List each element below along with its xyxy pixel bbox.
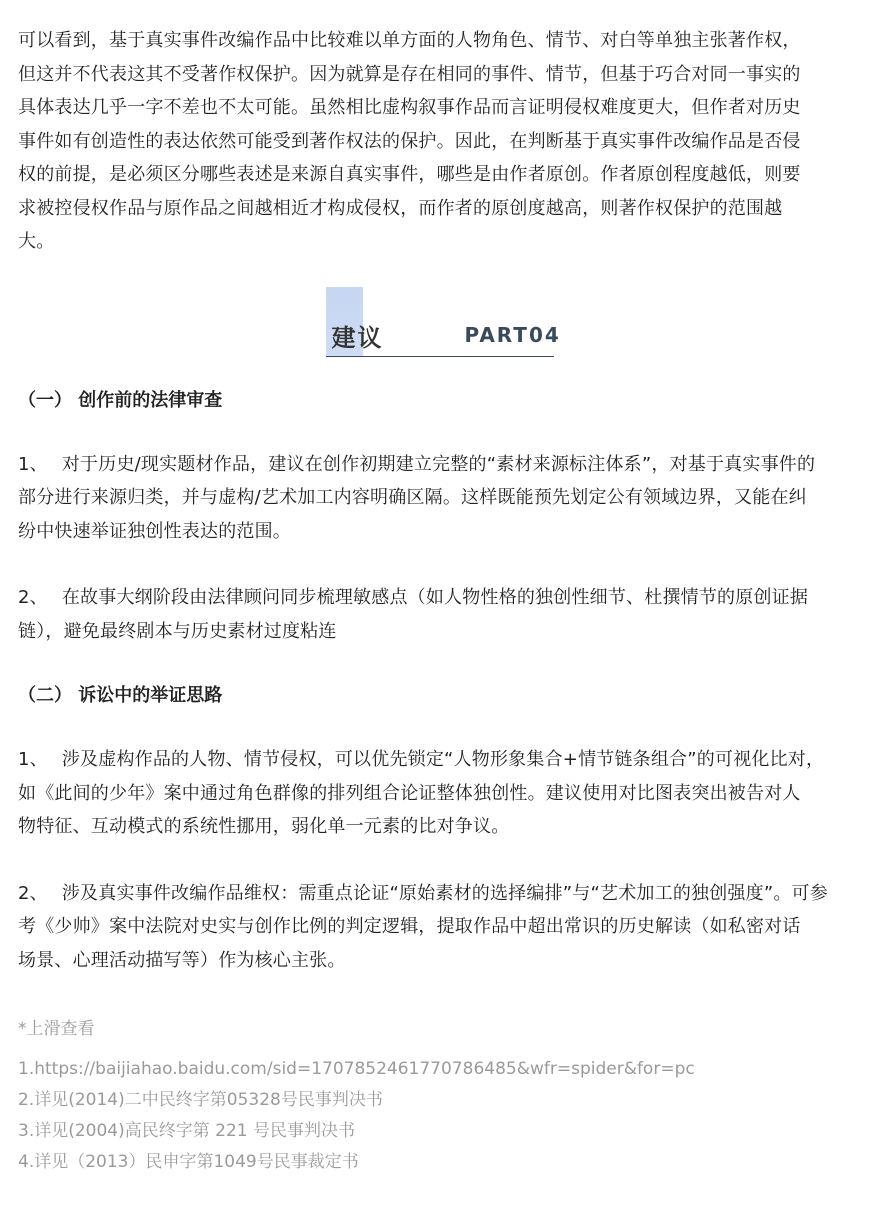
- intro-line: 可以看到，基于真实事件改编作品中比较难以单方面的人物角色、情节、对白等单独主张著作权，: [18, 30, 801, 51]
- section-part-label: PART04: [464, 322, 561, 347]
- list-item-text: 对于历史/现实题材作品，建议在创作初期建立完整的“素材来源标注体系”，对基于真实事件的: [61, 453, 816, 475]
- list-item-text: 在故事大纲阶段由法律顾问同步梳理敏感点（如人物性格的独创性细节、杜撰情节的原创证据: [61, 587, 809, 608]
- list-item-text: 链），避免最终剧本与历史素材过度粘连: [18, 620, 337, 642]
- intro-paragraph: [18, 24, 863, 259]
- references-list[interactable]: [18, 1054, 863, 1178]
- intro-line: 权的前提，是必须区分哪些表述是来源自真实事件，哪些是由作者原创。作者原创程度越低，则要: [18, 164, 801, 185]
- list-item-text: 如《此间的少年》案中通过角色群像的排列组合论证整体独创性。建议使用对比图表突出被告对人: [18, 782, 801, 804]
- list-item: [18, 448, 863, 549]
- list-item-number: 1、: [18, 453, 48, 475]
- list-item-text: 纷中快速举证独创性表达的范围。: [18, 520, 291, 542]
- intro-line: 但这并不代表这其不受著作权保护。因为就算是存在相同的事件、情节，但基于巧合对同一事实的: [18, 63, 801, 85]
- subheading-litigation-evidence: （二） 诉讼中的举证思路: [18, 685, 223, 706]
- list-item-text: 涉及虚构作品的人物、情节侵权，可以优先锁定“人物形象集合+情节链条组合”的可视化比对，: [61, 749, 825, 770]
- list-item: [18, 581, 863, 648]
- list-item-text: 考《少帅》案中法院对史实与创作比例的判定逻辑，提取作品中超出常识的历史解读（如私密对话: [18, 916, 801, 937]
- list-item-text: 场景、心理活动描写等）作为核心主张。: [18, 949, 346, 971]
- list-item-text: 部分进行来源归类，并与虚构/艺术加工内容明确区隔。这样既能预先划定公有领域边界，又能在纠: [18, 487, 807, 508]
- section-title: 建议: [331, 323, 384, 352]
- list-item-text: 涉及真实事件改编作品维权：需重点论证“原始素材的选择编排”与“艺术加工的独创强度”。可参: [61, 882, 828, 904]
- intro-line: 事件如有创造性的表达依然可能受到著作权法的保护。因此，在判断基于真实事件改编作品是否侵: [18, 130, 801, 152]
- subheading-pre-creation-review: （一） 创作前的法律审查: [18, 389, 223, 411]
- list-item-number: 1、: [18, 749, 48, 770]
- list-item-text: 物特征、互动模式的系统性挪用，弱化单一元素的比对争议。: [18, 816, 510, 837]
- list-item-number: 2、: [18, 882, 48, 904]
- reference-item: 1.https://baijiahao.baidu.com/sid=1707852461770786485&wfr=spider&for=pc: [18, 1059, 695, 1079]
- intro-line: 具体表达几乎一字不差也不太可能。虽然相比虚构叙事作品而言证明侵权难度更大，但作者对历史: [18, 97, 801, 118]
- references-scroll-hint: *上滑查看: [18, 1019, 95, 1039]
- section-underline: [326, 356, 554, 357]
- intro-line: 求被控侵权作品与原作品之间越相近才构成侵权，而作者的原创度越高，则著作权保护的范围越: [18, 197, 783, 219]
- reference-item: 3.详见(2004)高民终字第 221 号民事判决书: [18, 1121, 356, 1141]
- reference-item: 2.详见(2014)二中民终字第05328号民事判决书: [18, 1090, 383, 1110]
- reference-item: 4.详见（2013）民申字第1049号民事裁定书: [18, 1152, 359, 1172]
- section-header: [326, 287, 561, 359]
- list-item: [18, 743, 863, 844]
- list-item: [18, 877, 863, 978]
- intro-line: 大。: [18, 231, 55, 252]
- list-item-number: 2、: [18, 587, 48, 608]
